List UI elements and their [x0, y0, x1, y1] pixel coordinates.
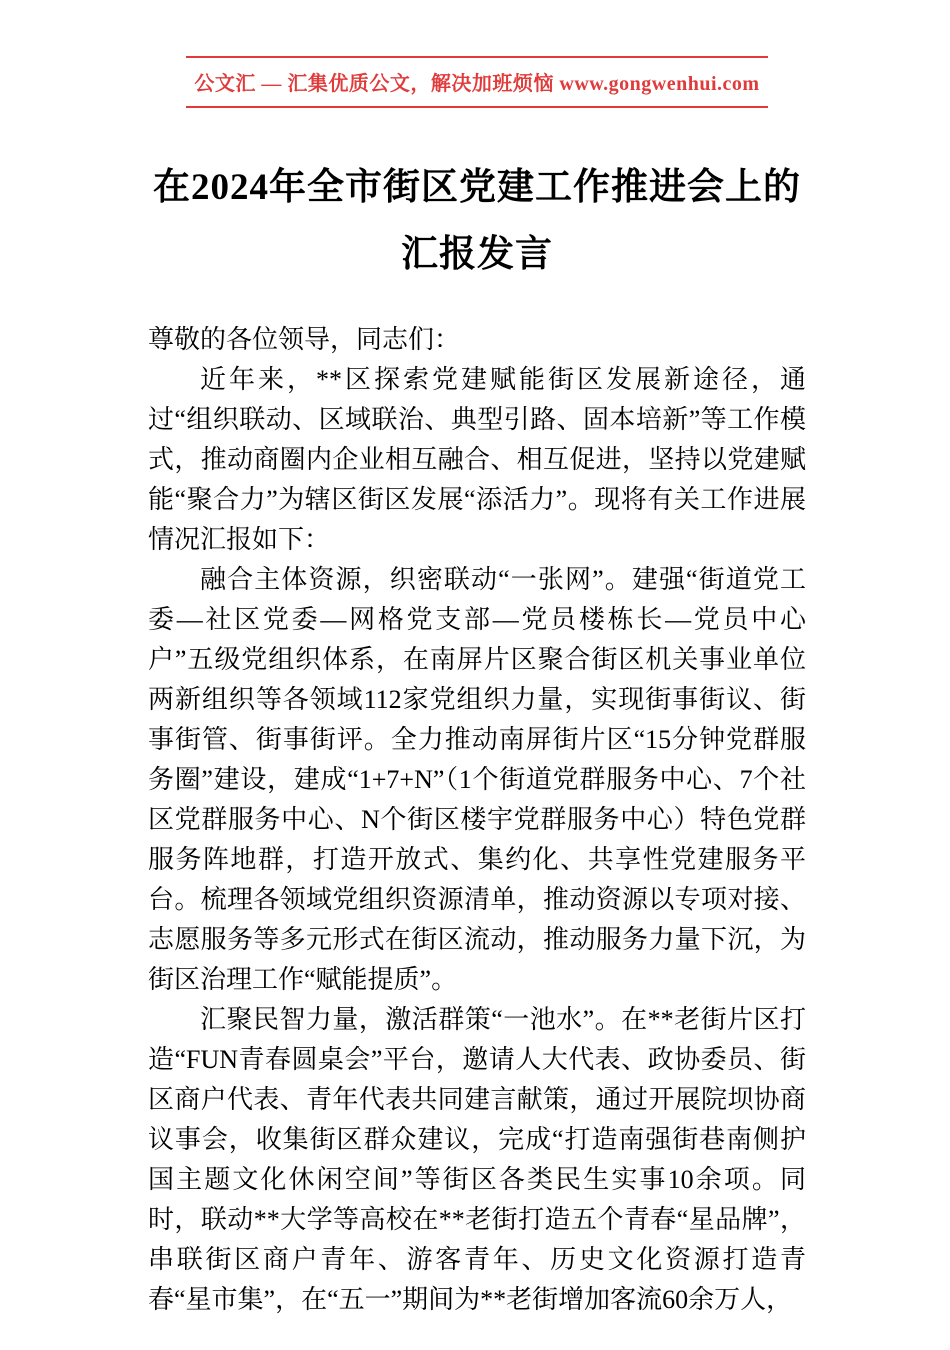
site-banner-text: 公文汇 — 汇集优质公文，解决加班烦恼 www.gongwenhui.com [194, 73, 760, 95]
document-header [148, 56, 806, 108]
paragraph-wisdom: 汇聚民智力量，激活群策“一池水”。在**老街片区打造“FUN青春圆桌会”平台，邀请人大代表、政协委员、街区商户代表、青年代表共同建言献策，通过开展院坝协商议事会，收集街区群众建议，完成“打造南强街巷南侧护国主题文化休闲空间”等街区各类民生实事10余项。同时，联动**大学等高校在**老街打造五个青春“星品牌”，串联街区商户青年、游客青年、历史文化资源打造青春“星市集”，在“五一”期间为**老街增加客流60余万人， [148, 1005, 806, 1314]
document-body [148, 320, 806, 1320]
paragraph-overview: 近年来，**区探索党建赋能街区发展新途径，通过“组织联动、区域联治、典型引路、固本培新”等工作模式，推动商圈内企业相互融合、相互促进，坚持以党建赋能“聚合力”为辖区街区发展“添活力”。现将有关工作进展情况汇报如下： [148, 365, 806, 554]
site-banner [186, 56, 767, 108]
paragraph-network: 融合主体资源，织密联动“一张网”。建强“街道党工委—社区党委—网格党支部—党员楼栋长—党员中心户”五级党组织体系，在南屏片区聚合街区机关事业单位两新组织等各领域112家党组织力量，实现街事街议、街事街管、街事街评。全力推动南屏街片区“15分钟党群服务圈”建设，建成“1+7+N”（1个街道党群服务中心、7个社区党群服务中心、N个街区楼宇党群服务中心）特色党群服务阵地群，打造开放式、集约化、共享性党建服务平台。梳理各领域党组织资源清单，推动资源以专项对接、志愿服务等多元形式在街区流动，推动服务力量下沉，为街区治理工作“赋能提质”。 [148, 565, 806, 994]
salutation: 尊敬的各位领导，同志们： [148, 325, 461, 354]
document-title: 在2024年全市街区党建工作推进会上的汇报发言 [153, 167, 801, 275]
